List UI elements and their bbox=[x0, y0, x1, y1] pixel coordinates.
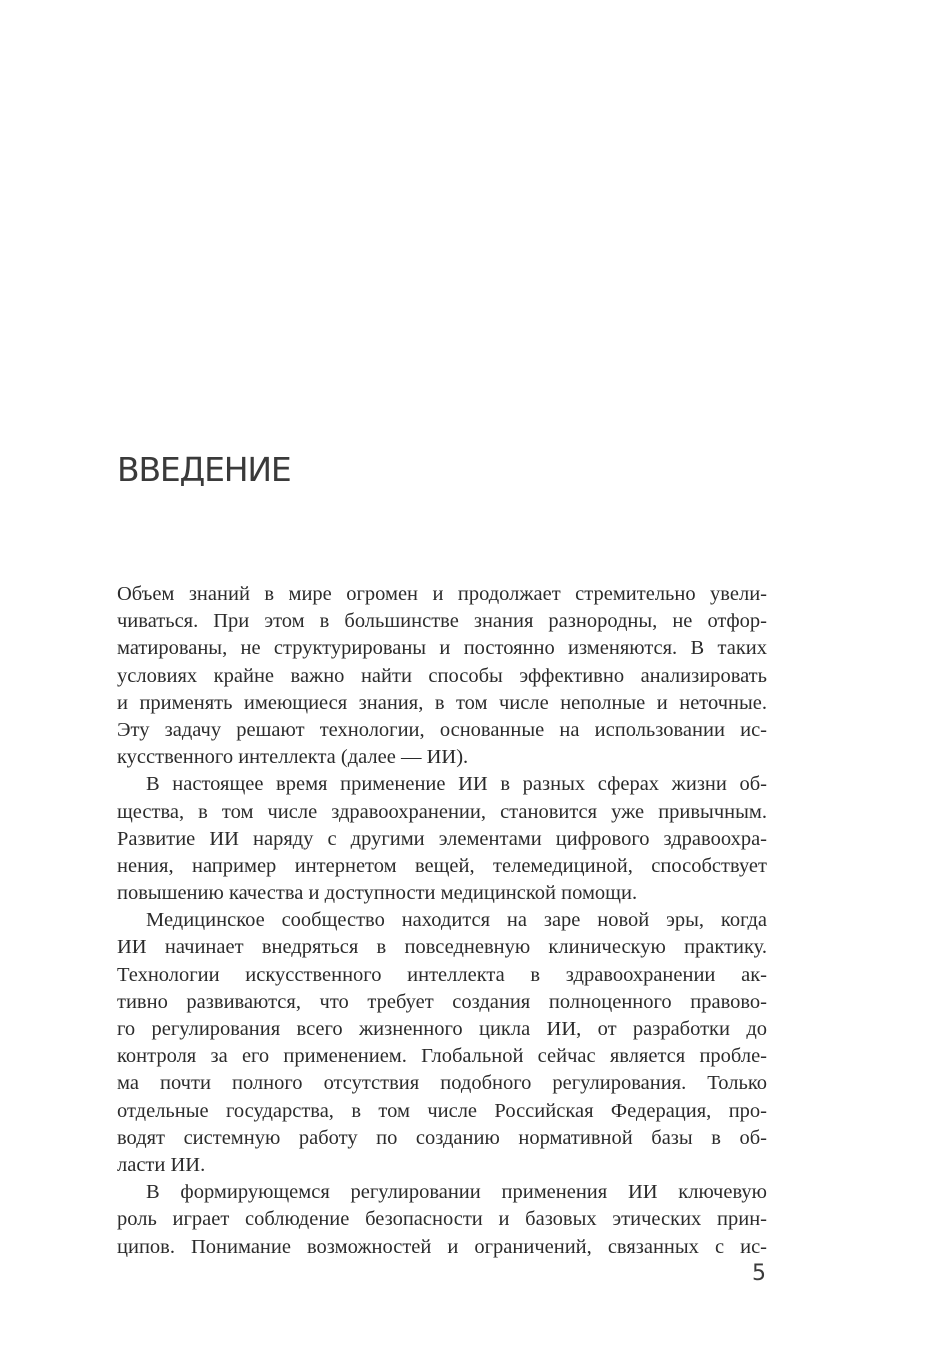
text-line: отдельные государства, в том числе Российская Федерация, про- bbox=[117, 1099, 767, 1122]
text-line: ласти ИИ. bbox=[117, 1153, 206, 1176]
text-line: матированы, не структурированы и постоянно изменяются. В таких bbox=[117, 637, 767, 660]
chapter-heading: ВВЕДЕНИЕ bbox=[117, 450, 291, 489]
text-line: роль играет соблюдение безопасности и базовых этических прин- bbox=[117, 1208, 767, 1231]
body-text bbox=[117, 581, 767, 1261]
paragraph-4 bbox=[117, 1179, 767, 1261]
text-line: щества, в том числе здравоохранении, становится уже привычным. bbox=[117, 800, 767, 823]
text-line: Эту задачу решают технологии, основанные на использовании ис- bbox=[117, 718, 767, 741]
text-line: и применять имеющиеся знания, в том числе неполные и неточные. bbox=[117, 691, 767, 714]
paragraph-1 bbox=[117, 581, 767, 771]
text-line: условиях крайне важно найти способы эффективно анализировать bbox=[117, 664, 767, 687]
page-number: 5 bbox=[752, 1261, 766, 1286]
text-line: Объем знаний в мире огромен и продолжает стремительно увели- bbox=[117, 583, 767, 605]
text-line: водят системную работу по созданию нормативной базы в об- bbox=[117, 1126, 767, 1149]
text-line: нения, например интернетом вещей, телемедициной, способствует bbox=[117, 854, 767, 877]
text-line: Медицинское сообщество находится на заре новой эры, когда bbox=[146, 909, 767, 932]
text-line: контроля за его применением. Глобальной сейчас является пробле- bbox=[117, 1045, 767, 1068]
text-line: повышению качества и доступности медицинской помощи. bbox=[117, 882, 638, 905]
text-line: тивно развиваются, что требует создания полноценного правово- bbox=[117, 990, 767, 1013]
text-line: кусственного интеллекта (далее — ИИ). bbox=[117, 746, 469, 769]
text-line: чиваться. При этом в большинстве знания разнородны, не отфор- bbox=[117, 610, 767, 633]
paragraph-3 bbox=[117, 907, 767, 1179]
text-line: Развитие ИИ наряду с другими элементами цифрового здравоохра- bbox=[117, 827, 767, 850]
paragraph-2 bbox=[117, 771, 767, 907]
text-line: Технологии искусственного интеллекта в здравоохранении ак- bbox=[117, 963, 767, 986]
text-line: ма почти полного отсутствия подобного регулирования. Только bbox=[117, 1072, 767, 1095]
text-line: ИИ начинает внедряться в повседневную клиническую практику. bbox=[117, 936, 767, 959]
text-line: В формирующемся регулировании применения ИИ ключевую bbox=[146, 1181, 767, 1204]
text-line: В настоящее время применение ИИ в разных сферах жизни об- bbox=[146, 773, 767, 796]
text-line: го регулирования всего жизненного цикла ИИ, от разработки до bbox=[117, 1018, 767, 1040]
text-line: ципов. Понимание возможностей и ограничений, связанных с ис- bbox=[117, 1235, 767, 1258]
